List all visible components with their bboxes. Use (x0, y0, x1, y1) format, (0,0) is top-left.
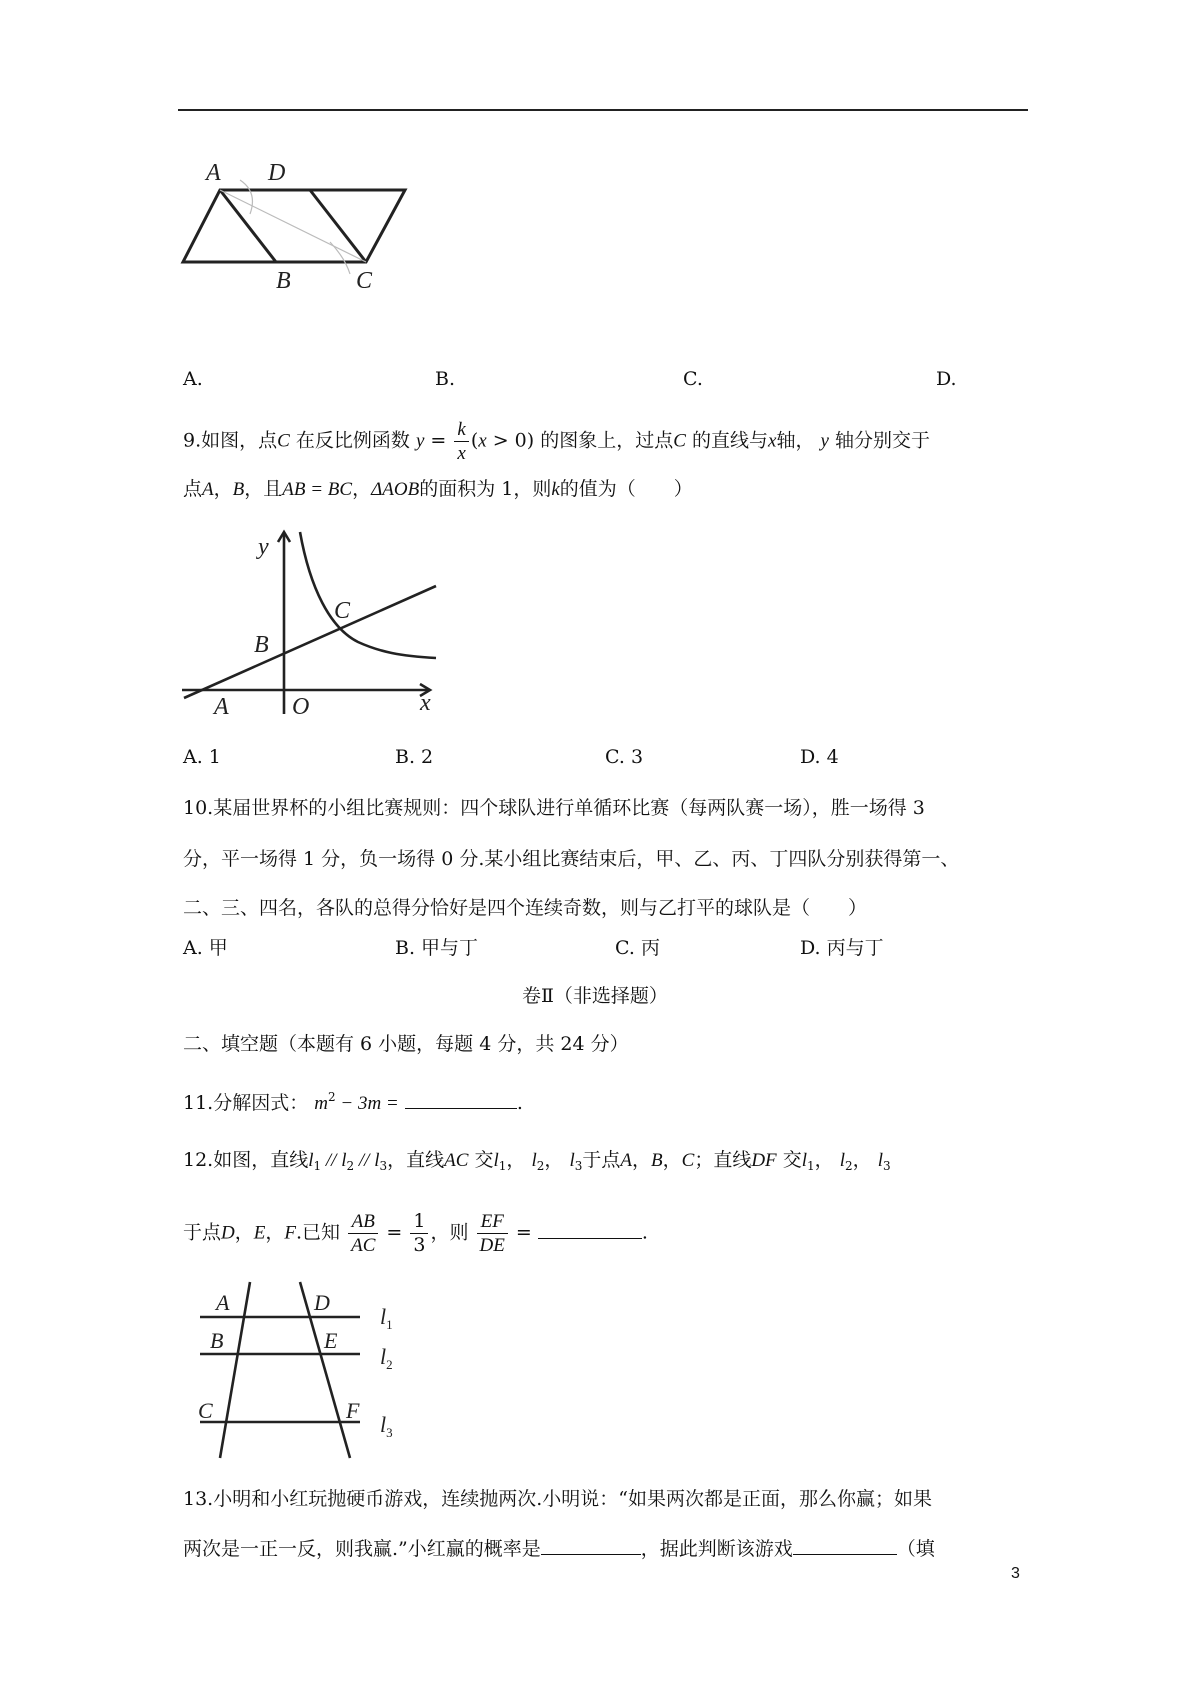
q11-answer-blank[interactable] (405, 1107, 517, 1109)
q10-line3: 二、三、四名，各队的总得分恰好是四个连续奇数，则与乙打平的球队是（ ） (183, 897, 868, 919)
page-number: 3 (1011, 1565, 1020, 1582)
q8-label-c: C (356, 268, 373, 294)
q10-option-a[interactable]: A. 甲 (183, 937, 228, 959)
part2-heading: 二、填空题（本题有 6 小题，每题 4 分，共 24 分） (183, 1033, 629, 1055)
q12-fraction-ab-ac: $\frac{AB}{AC}$ (348, 1210, 378, 1257)
q12-label-b: B (210, 1328, 224, 1353)
q12-line1: 12.如图，直线$l_1 // l_2 // l_3$，直线AC 交$l_1$， $l_2$， $l_3$于点A，B，C；直线DF 交$l_1$， $l_2$， $l_3$ (183, 1149, 891, 1173)
q12-label-d: D (314, 1290, 330, 1315)
q13-line2: 两次是一正一反，则我赢.”小红赢的概率是 ，据此判断该游戏 （填 (183, 1538, 935, 1560)
q8-option-b[interactable]: B. (435, 368, 456, 390)
q9-label-o: O (292, 694, 310, 718)
q11-line: 11.分解因式： $m^2 - 3m$ = . (183, 1090, 523, 1114)
q10-line1: 10.某届世界杯的小组比赛规则：四个球队进行单循环比赛（每两队赛一场），胜一场得 3 (183, 797, 925, 819)
q12-answer-blank[interactable] (538, 1237, 642, 1239)
q12-figure (190, 1280, 420, 1460)
q12-label-f: F (346, 1398, 360, 1423)
q9-figure (180, 528, 440, 718)
q9-label-b: B (254, 632, 269, 658)
q10-option-c[interactable]: C. 丙 (615, 937, 660, 959)
q13-line1: 13.小明和小红玩抛硬币游戏，连续抛两次.小明说：“如果两次都是正面，那么你赢；如果 (183, 1488, 932, 1510)
q8-figure (180, 158, 420, 298)
q9-label-y: y (258, 534, 269, 560)
section-title: 卷Ⅱ（非选择题） (522, 985, 668, 1007)
q9-option-c[interactable]: C. 3 (605, 746, 644, 768)
q9-label-c: C (334, 598, 351, 624)
q8-label-d: D (268, 160, 286, 186)
q13-fairness-blank[interactable] (793, 1553, 897, 1555)
q10-option-b[interactable]: B. 甲与丁 (395, 937, 479, 959)
q12-line2: 于点D，E，F.已知 $\frac{AB}{AC}$ = $\frac{1}{3}$ ，则 $\frac{EF}{DE}$ = . (183, 1210, 648, 1256)
q12-label-c: C (198, 1398, 213, 1423)
q9-label-a: A (214, 694, 229, 718)
q8-label-a: A (206, 160, 221, 186)
q12-label-l3: $l_3$ (380, 1412, 393, 1440)
q12-label-l1: $l_1$ (380, 1304, 393, 1332)
q9-fraction-k-over-x: $\frac{k}{x}$ (454, 418, 468, 465)
q12-fraction-ef-de: $\frac{EF}{DE}$ (477, 1210, 508, 1257)
q12-label-e: E (324, 1328, 338, 1353)
q9-option-a[interactable]: A. 1 (183, 746, 221, 768)
q12-label-l2: $l_2$ (380, 1344, 393, 1372)
q8-option-a[interactable]: A. (183, 368, 203, 390)
q9-line1: 9.如图，点C 在反比例函数 y = $\frac{k}{x}$ (x > 0) 的图象上，过点C 的直线与x轴， y 轴分别交于 (183, 419, 930, 464)
q10-option-d[interactable]: D. 丙与丁 (800, 937, 884, 959)
q9-line2: 点A，B，且AB = BC，ΔAOB的面积为 1，则k的值为（ ） (183, 478, 693, 500)
q9-option-d[interactable]: D. 4 (800, 746, 839, 768)
q8-option-c[interactable]: C. (683, 368, 703, 390)
q12-label-a: A (216, 1290, 230, 1315)
q9-label-x: x (420, 690, 431, 716)
q13-probability-blank[interactable] (541, 1553, 641, 1555)
q9-option-b[interactable]: B. 2 (395, 746, 434, 768)
q10-line2: 分，平一场得 1 分，负一场得 0 分.某小组比赛结束后，甲、乙、丙、丁四队分别获得第一、 (183, 848, 960, 870)
header-rule (178, 109, 1028, 111)
q8-option-d[interactable]: D. (936, 368, 957, 390)
q8-label-b: B (276, 268, 291, 294)
q12-fraction-one-third: $\frac{1}{3}$ (410, 1210, 428, 1257)
